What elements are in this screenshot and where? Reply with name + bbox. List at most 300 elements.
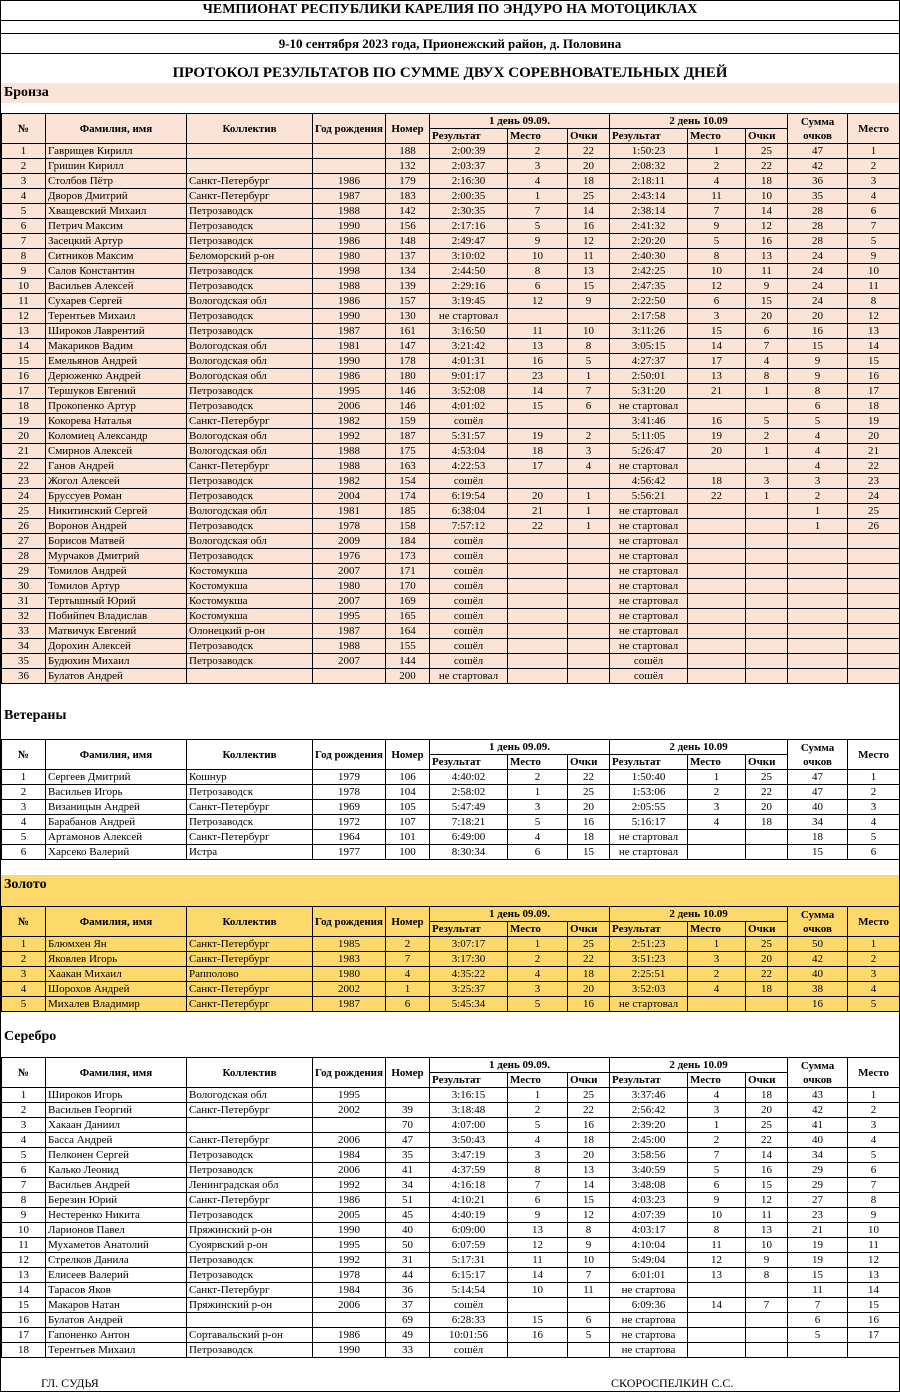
table-cell: 14 bbox=[848, 1283, 900, 1298]
table-cell: 2 bbox=[2, 952, 46, 967]
table-cell: 3:40:59 bbox=[610, 1163, 688, 1178]
table-cell: 1977 bbox=[313, 845, 386, 860]
table-cell: 1 bbox=[508, 785, 568, 800]
table-cell: 25 bbox=[568, 785, 610, 800]
table-cell: 25 bbox=[848, 504, 900, 519]
table-cell: 130 bbox=[386, 309, 430, 324]
table-cell: 9 bbox=[508, 234, 568, 249]
table-cell bbox=[746, 845, 788, 860]
table-cell: Вологодская обл bbox=[187, 534, 313, 549]
table-cell: 19 bbox=[2, 414, 46, 429]
table-cell: 183 bbox=[386, 189, 430, 204]
table-cell: Петрозаводск bbox=[187, 324, 313, 339]
table-cell: 22 bbox=[688, 489, 746, 504]
table-cell: 3 bbox=[568, 444, 610, 459]
table-cell: 10:01:56 bbox=[430, 1328, 508, 1343]
table-cell: 8 bbox=[848, 1193, 900, 1208]
table-cell: 36 bbox=[386, 1283, 430, 1298]
table-cell: 23 bbox=[788, 1208, 848, 1223]
table-cell: 3:51:23 bbox=[610, 952, 688, 967]
table-cell bbox=[508, 639, 568, 654]
table-cell bbox=[568, 549, 610, 564]
table-cell: 7 bbox=[508, 204, 568, 219]
table-cell: 3:07:17 bbox=[430, 937, 508, 952]
column-header-num: № bbox=[2, 740, 46, 770]
table-cell: Булатов Андрей bbox=[46, 1313, 187, 1328]
table-cell: Сергеев Дмитрий bbox=[46, 770, 187, 785]
table-cell: 2:51:23 bbox=[610, 937, 688, 952]
table-cell: 5 bbox=[688, 234, 746, 249]
table-cell: Мурчаков Дмитрий bbox=[46, 549, 187, 564]
table-cell: 104 bbox=[386, 785, 430, 800]
table-cell: 155 bbox=[386, 639, 430, 654]
table-cell: 161 bbox=[386, 324, 430, 339]
table-cell bbox=[746, 579, 788, 594]
chief-judge-name: СКОРОСПЕЛКИН С.С. bbox=[611, 1376, 734, 1390]
table-cell: 1 bbox=[568, 504, 610, 519]
table-cell: 1 bbox=[746, 444, 788, 459]
table-cell bbox=[688, 845, 746, 860]
table-cell: 6 bbox=[848, 845, 900, 860]
table-row bbox=[2, 369, 900, 384]
table-cell: 11 bbox=[688, 1238, 746, 1253]
table-row bbox=[2, 354, 900, 369]
table-cell: не стартова bbox=[610, 1313, 688, 1328]
table-cell: 3 bbox=[2, 800, 46, 815]
table-cell: 5 bbox=[2, 997, 46, 1012]
table-cell: Жогол Алексей bbox=[46, 474, 187, 489]
table-row bbox=[2, 489, 900, 504]
table-cell: 23 bbox=[508, 369, 568, 384]
table-cell: 47 bbox=[788, 770, 848, 785]
table-cell bbox=[848, 654, 900, 669]
table-cell: Артамонов Алексей bbox=[46, 830, 187, 845]
table-cell: 17 bbox=[2, 384, 46, 399]
table-cell: 2 bbox=[688, 159, 746, 174]
table-cell: 10 bbox=[568, 1253, 610, 1268]
table-cell: 9 bbox=[568, 1238, 610, 1253]
table-row bbox=[2, 444, 900, 459]
table-cell: 15 bbox=[788, 339, 848, 354]
column-header-sum: Сумма очков bbox=[788, 740, 848, 770]
table-cell: Санкт-Петербург bbox=[187, 997, 313, 1012]
table-cell bbox=[688, 1328, 746, 1343]
table-row bbox=[2, 624, 900, 639]
table-cell bbox=[568, 579, 610, 594]
table-row bbox=[2, 639, 900, 654]
table-cell: 2006 bbox=[313, 1133, 386, 1148]
table-cell: 7 bbox=[386, 952, 430, 967]
table-cell: сошёл bbox=[430, 654, 508, 669]
table-cell: 12 bbox=[848, 1253, 900, 1268]
table-cell: 22 bbox=[568, 1103, 610, 1118]
table-cell: 5:16:17 bbox=[610, 815, 688, 830]
table-cell: 5 bbox=[848, 997, 900, 1012]
table-cell bbox=[688, 519, 746, 534]
table-cell: 6 bbox=[508, 845, 568, 860]
table-cell: 2:16:30 bbox=[430, 174, 508, 189]
table-cell: 18 bbox=[746, 1088, 788, 1103]
table-cell: 11 bbox=[508, 1253, 568, 1268]
table-cell: 8 bbox=[746, 1268, 788, 1283]
table-cell: 1976 bbox=[313, 549, 386, 564]
table-cell bbox=[688, 399, 746, 414]
table-cell: 2:17:58 bbox=[610, 309, 688, 324]
table-cell: 69 bbox=[386, 1313, 430, 1328]
table-cell: 4:56:42 bbox=[610, 474, 688, 489]
table-cell: 11 bbox=[688, 189, 746, 204]
table-cell: 4 bbox=[788, 429, 848, 444]
table-cell: Воронов Андрей bbox=[46, 519, 187, 534]
column-header-num: № bbox=[2, 907, 46, 937]
results-table-gold bbox=[1, 906, 900, 1012]
table-cell: 6:38:04 bbox=[430, 504, 508, 519]
column-header-result: Результат bbox=[430, 129, 508, 144]
column-header-day1: 1 день 09.09. bbox=[430, 1058, 610, 1073]
table-row bbox=[2, 1103, 900, 1118]
table-cell: 4 bbox=[2, 815, 46, 830]
table-cell: Петрозаводск bbox=[187, 399, 313, 414]
table-cell: Гаврищев Кирилл bbox=[46, 144, 187, 159]
table-cell: 4:01:02 bbox=[430, 399, 508, 414]
column-header-result: Результат bbox=[610, 922, 688, 937]
table-cell bbox=[688, 997, 746, 1012]
table-cell: 6:07:59 bbox=[430, 1238, 508, 1253]
table-cell: Петрозаводск bbox=[187, 519, 313, 534]
table-cell: 5 bbox=[848, 1148, 900, 1163]
table-cell: 7 bbox=[688, 1148, 746, 1163]
table-cell: 1983 bbox=[313, 952, 386, 967]
table-row bbox=[2, 1133, 900, 1148]
table-cell: 5 bbox=[746, 414, 788, 429]
column-header-team: Коллектив bbox=[187, 907, 313, 937]
table-cell: 3:10:02 bbox=[430, 249, 508, 264]
table-cell: 3:48:08 bbox=[610, 1178, 688, 1193]
table-cell: сошёл bbox=[430, 414, 508, 429]
table-cell: 36 bbox=[788, 174, 848, 189]
table-cell: 33 bbox=[2, 624, 46, 639]
table-row bbox=[2, 800, 900, 815]
table-cell: Рапполово bbox=[187, 967, 313, 982]
column-header-bib: Номер bbox=[386, 907, 430, 937]
table-cell bbox=[788, 654, 848, 669]
table-cell: Васильев Андрей bbox=[46, 1178, 187, 1193]
table-cell bbox=[568, 609, 610, 624]
table-cell: 1995 bbox=[313, 1088, 386, 1103]
table-cell: 13 bbox=[2, 324, 46, 339]
table-cell: 158 bbox=[386, 519, 430, 534]
column-header-result: Результат bbox=[610, 1073, 688, 1088]
table-cell: 13 bbox=[508, 1223, 568, 1238]
table-cell: не стартовал bbox=[610, 830, 688, 845]
table-cell: 1988 bbox=[313, 639, 386, 654]
table-cell bbox=[508, 609, 568, 624]
table-cell: 4 bbox=[568, 459, 610, 474]
table-cell: 15 bbox=[788, 845, 848, 860]
column-header-name: Фамилия, имя bbox=[46, 907, 187, 937]
table-cell: 1998 bbox=[313, 264, 386, 279]
table-cell: 19 bbox=[848, 414, 900, 429]
table-cell: 50 bbox=[788, 937, 848, 952]
table-cell bbox=[688, 594, 746, 609]
table-cell: Томилов Андрей bbox=[46, 564, 187, 579]
table-cell: 6 bbox=[848, 1163, 900, 1178]
table-cell: 200 bbox=[386, 669, 430, 684]
table-cell: 174 bbox=[386, 489, 430, 504]
table-cell: 3:52:03 bbox=[610, 982, 688, 997]
table-cell: 13 bbox=[848, 324, 900, 339]
table-row bbox=[2, 459, 900, 474]
table-cell: 5:31:57 bbox=[430, 429, 508, 444]
table-cell bbox=[848, 564, 900, 579]
table-cell: 1969 bbox=[313, 800, 386, 815]
table-row bbox=[2, 504, 900, 519]
table-cell: Санкт-Петербург bbox=[187, 982, 313, 997]
table-cell bbox=[313, 1118, 386, 1133]
table-cell: 50 bbox=[386, 1238, 430, 1253]
table-cell: 163 bbox=[386, 459, 430, 474]
table-cell: 42 bbox=[788, 1103, 848, 1118]
table-cell: 6 bbox=[568, 1313, 610, 1328]
table-cell: 26 bbox=[2, 519, 46, 534]
table-cell: 25 bbox=[568, 189, 610, 204]
table-cell bbox=[313, 1313, 386, 1328]
table-cell: не стартовал bbox=[610, 459, 688, 474]
table-cell: 3 bbox=[788, 474, 848, 489]
table-cell: Хващевский Михаил bbox=[46, 204, 187, 219]
table-cell: 2 bbox=[848, 1103, 900, 1118]
table-cell: 2:08:32 bbox=[610, 159, 688, 174]
table-cell: 12 bbox=[508, 1238, 568, 1253]
table-cell: 37 bbox=[386, 1298, 430, 1313]
table-cell: 6 bbox=[2, 845, 46, 860]
table-cell: 1987 bbox=[313, 624, 386, 639]
table-cell: 14 bbox=[2, 339, 46, 354]
table-cell: Гришин Кирилл bbox=[46, 159, 187, 174]
table-row bbox=[2, 594, 900, 609]
table-cell: 1 bbox=[568, 519, 610, 534]
table-cell: 40 bbox=[386, 1223, 430, 1238]
table-cell: 1995 bbox=[313, 1238, 386, 1253]
table-cell: 2:29:16 bbox=[430, 279, 508, 294]
table-cell: 10 bbox=[508, 1283, 568, 1298]
table-row bbox=[2, 997, 900, 1012]
table-row bbox=[2, 669, 900, 684]
table-cell: 22 bbox=[746, 967, 788, 982]
column-header-final: Место bbox=[848, 740, 900, 770]
table-cell: Сухарев Сергей bbox=[46, 294, 187, 309]
table-cell: 24 bbox=[788, 294, 848, 309]
table-cell: 1986 bbox=[313, 1193, 386, 1208]
table-cell: 3 bbox=[848, 1118, 900, 1133]
table-cell: 8 bbox=[688, 249, 746, 264]
table-cell: 27 bbox=[2, 534, 46, 549]
table-cell: 1992 bbox=[313, 1253, 386, 1268]
table-header-row bbox=[2, 1058, 900, 1073]
table-cell bbox=[688, 1283, 746, 1298]
table-cell: 159 bbox=[386, 414, 430, 429]
table-cell: сошёл bbox=[430, 564, 508, 579]
table-cell: 23 bbox=[2, 474, 46, 489]
table-row bbox=[2, 1223, 900, 1238]
table-cell: 4:37:59 bbox=[430, 1163, 508, 1178]
table-row bbox=[2, 1313, 900, 1328]
table-cell: Вологодская обл bbox=[187, 444, 313, 459]
table-cell bbox=[848, 579, 900, 594]
table-cell: 1992 bbox=[313, 1178, 386, 1193]
table-cell bbox=[568, 639, 610, 654]
table-cell: 18 bbox=[508, 444, 568, 459]
table-row bbox=[2, 264, 900, 279]
column-header-place: Место bbox=[688, 755, 746, 770]
table-cell: 3 bbox=[688, 309, 746, 324]
table-cell: 5:45:34 bbox=[430, 997, 508, 1012]
table-cell: 13 bbox=[688, 369, 746, 384]
table-cell: 3:16:50 bbox=[430, 324, 508, 339]
table-cell: 5 bbox=[568, 354, 610, 369]
table-cell: 11 bbox=[746, 1208, 788, 1223]
table-cell: 2:00:39 bbox=[430, 144, 508, 159]
table-cell: Хакаан Даниил bbox=[46, 1118, 187, 1133]
table-cell: 15 bbox=[2, 1298, 46, 1313]
table-cell: 44 bbox=[386, 1268, 430, 1283]
table-cell: Васильев Георгий bbox=[46, 1103, 187, 1118]
table-cell: 16 bbox=[788, 997, 848, 1012]
table-cell: 5 bbox=[568, 1328, 610, 1343]
table-cell: 2:41:32 bbox=[610, 219, 688, 234]
column-header-final: Место bbox=[848, 114, 900, 144]
table-cell: 3:18:48 bbox=[430, 1103, 508, 1118]
table-cell bbox=[746, 830, 788, 845]
table-cell: 14 bbox=[688, 339, 746, 354]
table-cell: 2007 bbox=[313, 594, 386, 609]
table-cell: 17 bbox=[848, 1328, 900, 1343]
table-cell: 21 bbox=[2, 444, 46, 459]
table-cell: сошёл bbox=[430, 1298, 508, 1313]
table-cell bbox=[508, 309, 568, 324]
table-cell: 4:01:31 bbox=[430, 354, 508, 369]
table-cell: Дерюженко Андрей bbox=[46, 369, 187, 384]
table-cell: 3:41:46 bbox=[610, 414, 688, 429]
table-row bbox=[2, 845, 900, 860]
table-cell: 2 bbox=[688, 785, 746, 800]
table-cell: Ленинградская обл bbox=[187, 1178, 313, 1193]
column-header-day2: 2 день 10.09 bbox=[610, 907, 788, 922]
table-cell: Костомукша bbox=[187, 609, 313, 624]
table-row bbox=[2, 309, 900, 324]
table-cell: 17 bbox=[848, 384, 900, 399]
table-cell: Визаницын Андрей bbox=[46, 800, 187, 815]
table-cell: сошёл bbox=[430, 609, 508, 624]
table-cell: 2:25:51 bbox=[610, 967, 688, 982]
table-cell: 1 bbox=[848, 770, 900, 785]
table-cell: 4:07:00 bbox=[430, 1118, 508, 1133]
column-header-sum: Сумма очков bbox=[788, 114, 848, 144]
table-cell: 19 bbox=[788, 1238, 848, 1253]
table-cell bbox=[788, 639, 848, 654]
table-cell: 15 bbox=[568, 279, 610, 294]
table-cell: 5 bbox=[508, 1118, 568, 1133]
table-cell: 16 bbox=[2, 369, 46, 384]
table-cell: 7 bbox=[2, 234, 46, 249]
table-cell: 12 bbox=[2, 1253, 46, 1268]
column-header-day2: 2 день 10.09 bbox=[610, 114, 788, 129]
table-cell: Санкт-Петербург bbox=[187, 1103, 313, 1118]
table-cell: 27 bbox=[788, 1193, 848, 1208]
table-row bbox=[2, 1268, 900, 1283]
table-cell: 11 bbox=[2, 1238, 46, 1253]
column-header-place: Место bbox=[508, 922, 568, 937]
table-cell: 21 bbox=[508, 504, 568, 519]
table-cell: 39 bbox=[386, 1103, 430, 1118]
table-cell: 139 bbox=[386, 279, 430, 294]
table-row bbox=[2, 785, 900, 800]
table-cell: Засецкий Артур bbox=[46, 234, 187, 249]
table-cell bbox=[508, 579, 568, 594]
table-cell: 19 bbox=[688, 429, 746, 444]
table-cell: 6:49:00 bbox=[430, 830, 508, 845]
table-cell bbox=[848, 594, 900, 609]
column-header-place: Место bbox=[508, 129, 568, 144]
table-cell: 2009 bbox=[313, 534, 386, 549]
table-cell: 3:17:30 bbox=[430, 952, 508, 967]
table-cell: не стартовал bbox=[610, 549, 688, 564]
table-cell bbox=[187, 1118, 313, 1133]
table-cell: 26 bbox=[848, 519, 900, 534]
table-cell bbox=[568, 1343, 610, 1358]
table-cell bbox=[746, 519, 788, 534]
table-cell: Санкт-Петербург bbox=[187, 459, 313, 474]
table-cell: 2006 bbox=[313, 1163, 386, 1178]
table-cell: 170 bbox=[386, 579, 430, 594]
table-cell: 1978 bbox=[313, 1268, 386, 1283]
column-header-place: Место bbox=[508, 1073, 568, 1088]
table-cell bbox=[568, 534, 610, 549]
table-cell: 2 bbox=[848, 952, 900, 967]
table-cell: Петрозаводск bbox=[187, 384, 313, 399]
column-header-day2: 2 день 10.09 bbox=[610, 1058, 788, 1073]
table-row bbox=[2, 1118, 900, 1133]
table-cell: Стрелков Данила bbox=[46, 1253, 187, 1268]
table-cell: 49 bbox=[386, 1328, 430, 1343]
table-cell: Петрозаводск bbox=[187, 309, 313, 324]
table-cell: сошёл bbox=[430, 639, 508, 654]
table-cell: Пряжинский р-он bbox=[187, 1298, 313, 1313]
table-cell: Васильев Алексей bbox=[46, 279, 187, 294]
table-cell: 45 bbox=[386, 1208, 430, 1223]
column-header-team: Коллектив bbox=[187, 740, 313, 770]
table-cell: Костомукша bbox=[187, 594, 313, 609]
table-cell: 185 bbox=[386, 504, 430, 519]
table-cell: 3 bbox=[746, 474, 788, 489]
table-cell: 9 bbox=[788, 354, 848, 369]
table-row bbox=[2, 174, 900, 189]
table-row bbox=[2, 324, 900, 339]
table-cell: 14 bbox=[746, 204, 788, 219]
table-cell bbox=[746, 1283, 788, 1298]
table-cell: Петрич Максим bbox=[46, 219, 187, 234]
column-header-sum: Сумма очков bbox=[788, 907, 848, 937]
table-cell: 1980 bbox=[313, 249, 386, 264]
table-cell: 1972 bbox=[313, 815, 386, 830]
table-cell: 11 bbox=[848, 1238, 900, 1253]
table-cell: Петрозаводск bbox=[187, 654, 313, 669]
table-cell: 6 bbox=[788, 1313, 848, 1328]
column-header-day1: 1 день 09.09. bbox=[430, 740, 610, 755]
table-cell: Вологодская обл bbox=[187, 369, 313, 384]
table-cell: Томилов Артур bbox=[46, 579, 187, 594]
table-cell: 8 bbox=[508, 1163, 568, 1178]
